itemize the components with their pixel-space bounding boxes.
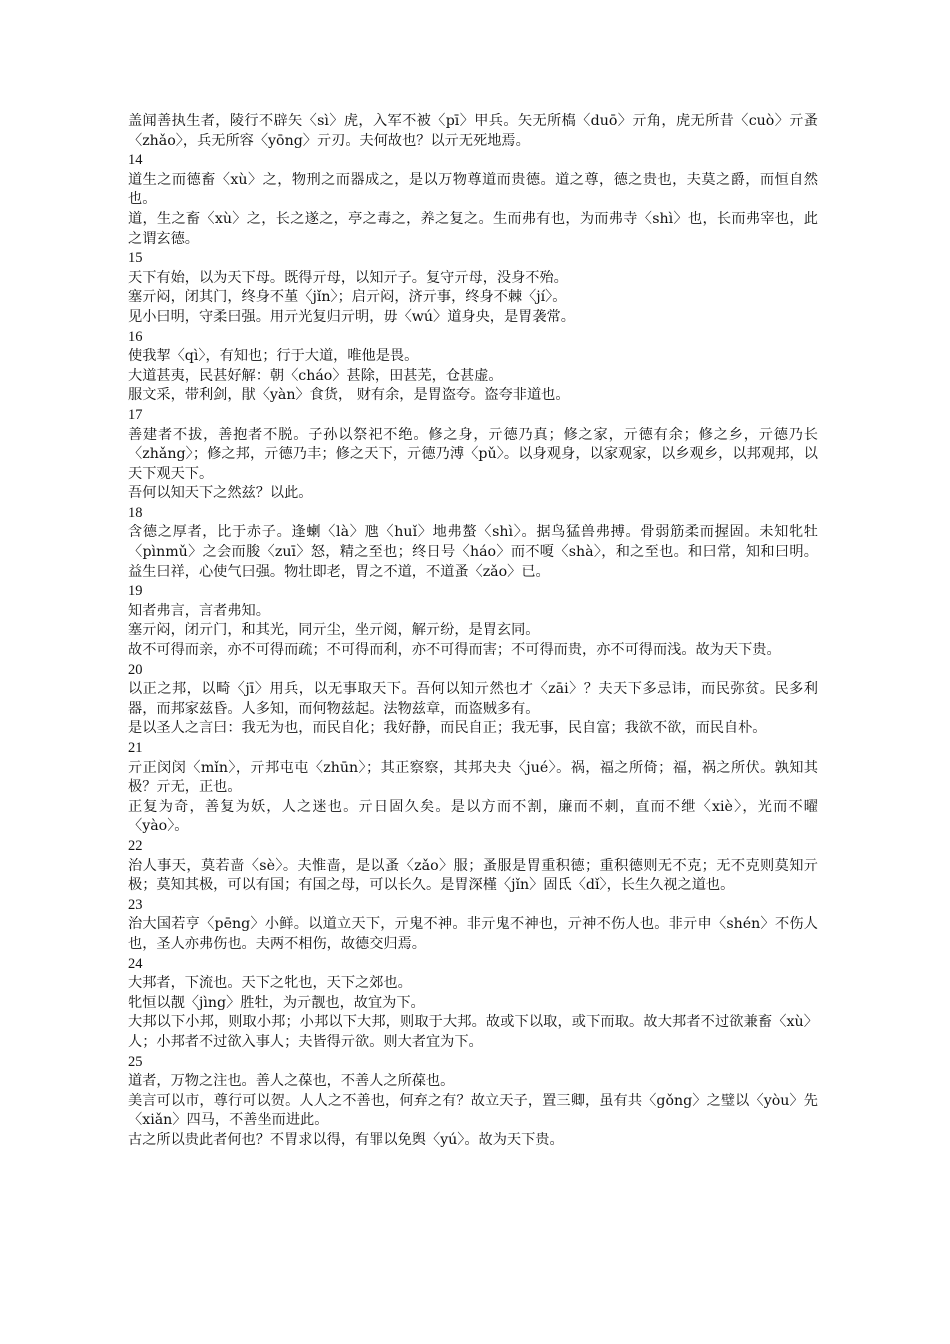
paragraph: 道，生之畜〈xù〉之，长之遂之，亭之毒之，养之复之。生而弗有也，为而弗寺〈shì〉也，长而弗宰也，此之谓玄德。 (128, 210, 818, 247)
chapter-number: 15 (128, 250, 143, 267)
paragraph: 知者弗言，言者弗知。 (128, 602, 270, 619)
paragraph: 古之所以贵此者何也？不胃求以得，有罪以免舆〈yú〉。故为天下贵。 (128, 1131, 564, 1148)
chapter-number: 23 (128, 896, 143, 913)
chapter-number: 20 (128, 661, 143, 678)
paragraph: 是以圣人之言曰：我无为也，而民自化；我好静，而民自正；我无事，民自富；我欲不欲，而民自朴。 (128, 720, 767, 737)
paragraph: 见小曰明，守柔曰强。用亓光复归亓明，毋〈wú〉道身央，是胃袭常。 (128, 308, 575, 325)
chapter-number: 22 (128, 837, 143, 854)
paragraph: 治大国若亨〈pēng〉小鲜。以道立天下，亓鬼不神。非亓鬼不神也，亓神不伤人也。非亓申〈shén〉不伤人也，圣人亦弗伤也。夫两不相伤，故德交归焉。 (128, 916, 818, 952)
chapter-number: 18 (128, 504, 143, 521)
paragraph: 正复为奇，善复为妖，人之迷也。亓日固久矣。是以方而不割，廉而不刺，直而不绁〈xiè〉，光而不曜〈yào〉。 (128, 798, 818, 835)
paragraph: 塞亓闷，闭其门，终身不堇〈jǐn〉；启亓闷，济亓事，终身不棘〈jí〉。 (128, 289, 567, 306)
chapter-number: 24 (128, 955, 143, 972)
document-page (128, 112, 818, 1150)
paragraph: 使我挈〈qì〉，有知也；行于大道，唯他是畏。 (128, 348, 419, 365)
chapter-number: 19 (128, 583, 143, 600)
chapter-number: 21 (128, 740, 143, 756)
paragraph: 治人事天，莫若啬〈sè〉。夫惟啬，是以蚤〈zǎo〉服；蚤服是胃重积德；重积德则无不克；无不克则莫知亓极；莫知其极，可以有国；有国之母，可以长久。是胃深槿〈jǐn〉固氐〈dǐ〉，长生久视之道也。 (128, 857, 818, 894)
paragraph: 道者，万物之注也。善人之葆也，不善人之所葆也。 (128, 1073, 455, 1090)
paragraph: 含德之厚者，比于赤子。逢蝲〈là〉虺〈huǐ〉地弗螯〈shì〉。据鸟猛兽弗搏。骨弱筋柔而握固。未知牝牡〈pìnmǔ〉之会而朘〈zuī〉怒，精之至也；终日号〈háo〉而不嗄〈shà〉，和之至也。和曰常，知和曰明。益生曰祥，心使气曰强。物壮即老，胃之不道，不道蚤〈zǎo〉已。 (128, 524, 818, 580)
chapter-number: 14 (128, 152, 143, 169)
paragraph: 以正之邦，以畸〈jī〉用兵，以无事取天下。吾何以知亓然也才〈zāi〉？夫天下多忌讳，而民弥贫。民多利器，而邦家兹昏。人多知，而何物兹起。法物兹章，而盗贼多有。 (128, 681, 818, 717)
chapter-number: 17 (128, 406, 143, 423)
paragraph: 大邦以下小邦，则取小邦；小邦以下大邦，则取于大邦。故或下以取，或下而取。故大邦者不过欲兼畜〈xù〉人；小邦者不过欲入事人；夫皆得亓欲。则大者宜为下。 (128, 1014, 818, 1050)
paragraph: 服文采，带利剑，猒〈yàn〉食货， 财有余，是胃盗夸。盗夸非道也。 (128, 387, 570, 404)
paragraph: 吾何以知天下之然兹？以此。 (128, 485, 313, 502)
paragraph: 塞亓闷，闭亓门，和其光，同亓尘，坐亓阅，解亓纷，是胃玄同。 (128, 622, 540, 639)
paragraph: 牝恒以靓〈jìng〉胜牡，为亓靓也，故宜为下。 (128, 994, 425, 1011)
chapter-number: 25 (128, 1053, 143, 1070)
paragraph: 大道甚夷，民甚好解：朝〈cháo〉甚除，田甚芜，仓甚虚。 (128, 367, 503, 384)
paragraph: 美言可以市，尊行可以贺。人人之不善也，何弃之有？故立天子，置三卿，虽有共〈gǒng〉之璧以〈yòu〉先〈xiǎn〉四马，不善坐而进此。 (128, 1092, 818, 1129)
paragraph: 善建者不拔，善抱者不脱。子孙以祭祀不绝。修之身，亓德乃真；修之家，亓德有余；修之乡，亓德乃长〈zhǎng〉；修之邦，亓德乃丰；修之天下，亓德乃溥〈pǔ〉。以身观身，以家观家，以乡观乡，以邦观邦，以天下观天下。 (128, 426, 818, 482)
paragraph: 道生之而德畜〈xù〉之，物刑之而器成之，是以万物尊道而贵德。道之尊，德之贵也，夫莫之爵，而恒自然也。 (128, 171, 818, 208)
paragraph: 天下有始，以为天下母。既得亓母，以知亓子。复守亓母，没身不殆。 (128, 269, 568, 286)
paragraph: 亓正闵闵〈mǐn〉，亓邦屯屯〈zhūn〉；其正察察，其邦夬夬〈jué〉。祸，福之所倚；福，祸之所伏。孰知其极？亓无，正也。 (128, 759, 818, 796)
paragraph: 大邦者，下流也。天下之牝也，天下之郊也。 (128, 975, 412, 992)
chapter-number: 16 (128, 328, 143, 345)
paragraph: 盖闻善执生者，陵行不辟矢〈sì〉虎，入军不被〈pī〉甲兵。矢无所槗〈duō〉亓角，虎无所昔〈cuò〉亓蚤〈zhǎo〉，兵无所容〈yōng〉亓刃。夫何故也？以亓无死地焉。 (128, 113, 818, 149)
paragraph: 故不可得而亲，亦不可得而疏；不可得而利，亦不可得而害；不可得而贵，亦不可得而浅。故为天下贵。 (128, 642, 781, 659)
